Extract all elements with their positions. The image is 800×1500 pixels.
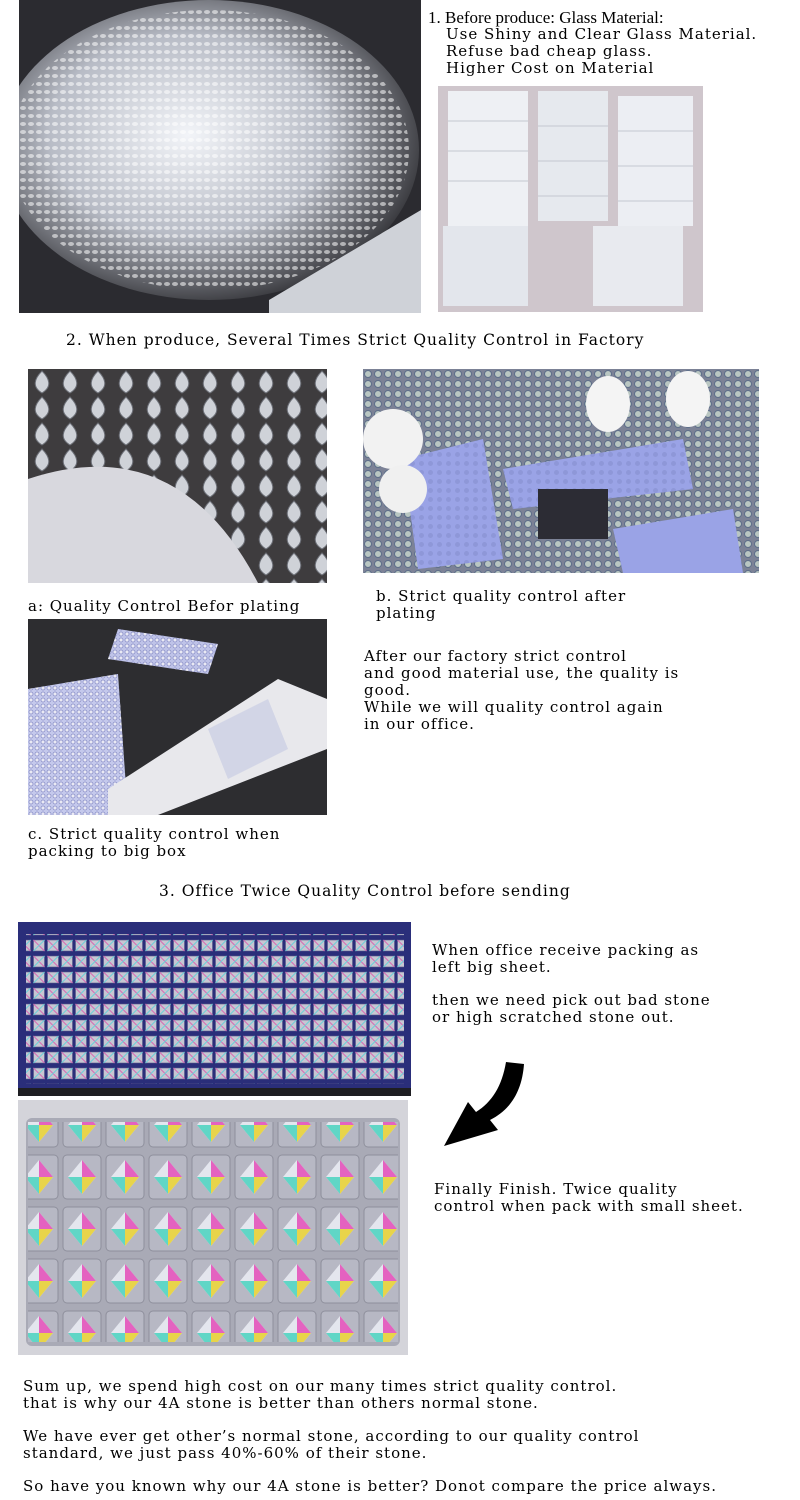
summary-p3: So have you known why our 4A stone is better? Donot compare the price always. [23, 1477, 717, 1495]
photo-packing-big-box [28, 619, 327, 815]
photo-small-sheet-tray [18, 1100, 408, 1355]
section1-title: 1. Before produce: Glass Material: [428, 8, 664, 27]
summary-p1: Sum up, we spend high cost on our many times strict quality control. that is why our 4A stone is better than others normal stone. [23, 1377, 618, 1412]
section3-title: 3. Office Twice Quality Control before sending [159, 882, 571, 900]
factory-note-p1: After our factory strict control and good material use, the quality is good. [364, 647, 680, 699]
photo-glass-material-pile [19, 0, 421, 313]
photo-after-plating-inspection [363, 369, 759, 573]
office-text-2: then we need pick out bad stone or high scratched stone out. [432, 991, 711, 1026]
section1-line1: Use Shiny and Clear Glass Material. [446, 25, 758, 43]
caption-b: b. Strict quality control after plating [376, 587, 627, 622]
section2-title: 2. When produce, Several Times Strict Quality Control in Factory [66, 331, 645, 349]
factory-note-p2: While we will quality control again in our office. [364, 698, 664, 733]
caption-c: c. Strict quality control when packing to big box [28, 825, 281, 860]
summary-p2: We have ever get other’s normal stone, according to our quality control standard, we just pass 40%-60% of their stone. [23, 1427, 640, 1462]
photo-glass-packs [438, 86, 703, 312]
section1-line2: Refuse bad cheap glass. [446, 42, 653, 60]
curved-arrow-icon [440, 1062, 530, 1150]
section1-text [428, 9, 798, 77]
factory-note [364, 648, 784, 733]
photo-big-sheet-stones [18, 922, 411, 1096]
finally-finish-text: Finally Finish. Twice quality control when pack with small sheet. [434, 1180, 744, 1215]
office-text-1: When office receive packing as left big sheet. [432, 941, 700, 976]
photo-drops-before-plating [28, 369, 327, 583]
office-receive-text [432, 942, 792, 1026]
caption-a: a: Quality Control Befor plating [28, 597, 301, 615]
section1-line3: Higher Cost on Material [446, 59, 655, 77]
summary [23, 1378, 793, 1495]
